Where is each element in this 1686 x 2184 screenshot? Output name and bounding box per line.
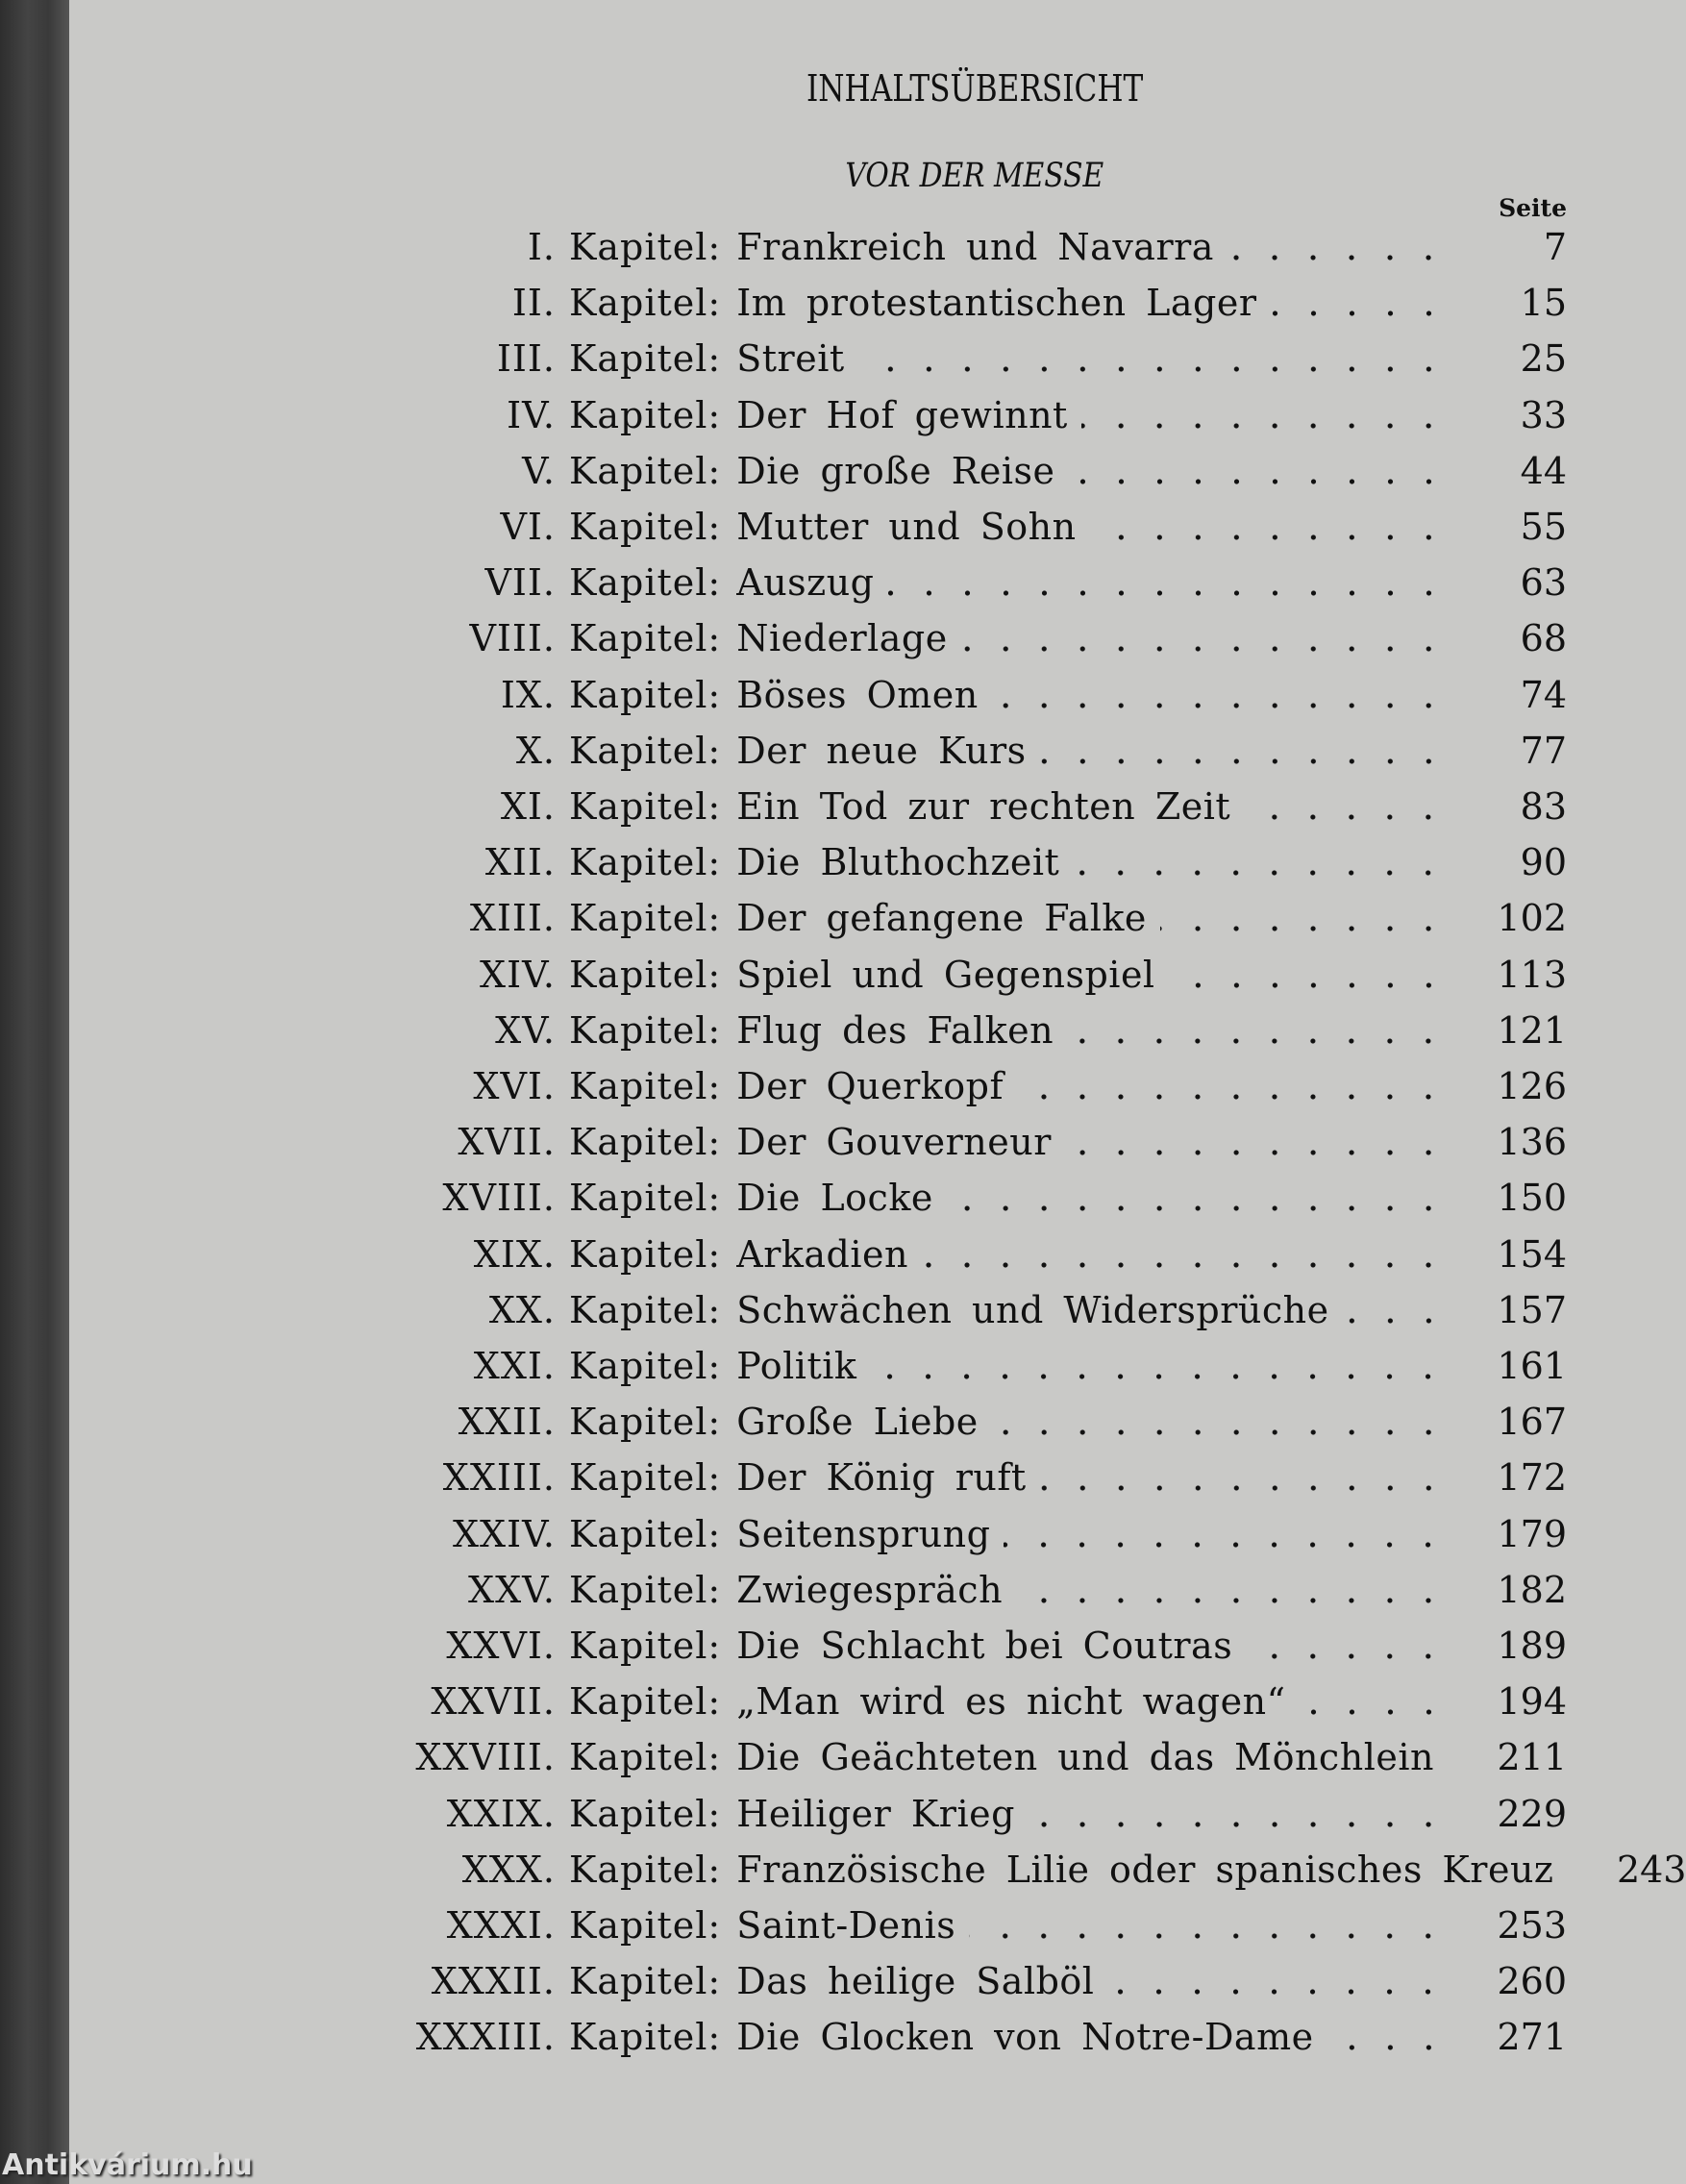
- chapter-number: XVIII.: [442, 1177, 556, 1220]
- chapter-number: XII.: [484, 841, 556, 884]
- chapter-title: Die Schlacht bei Coutras: [736, 1625, 1233, 1667]
- leader-dots: [1017, 1092, 1448, 1102]
- chapter-page: 74: [1520, 673, 1567, 716]
- leader-dots: [1300, 1707, 1449, 1717]
- chapter-number: XXXIII.: [415, 2016, 556, 2059]
- chapter-title: Die Locke: [736, 1177, 933, 1220]
- toc-entry: [0, 890, 1638, 946]
- leader-dots: [888, 588, 1449, 598]
- chapter-label: Kapitel:: [569, 2016, 722, 2059]
- chapter-number: IV.: [507, 393, 556, 436]
- chapter-label: Kapitel:: [569, 226, 722, 268]
- leader-dots: [1090, 533, 1448, 542]
- chapter-label: Kapitel:: [569, 1121, 722, 1164]
- chapter-label: Kapitel:: [569, 1904, 722, 1947]
- chapter-label: Kapitel:: [569, 1568, 722, 1611]
- toc-entry: [0, 1170, 1638, 1226]
- leader-dots: [1040, 757, 1448, 766]
- leader-dots: [1073, 868, 1448, 878]
- toc-entry: [0, 1058, 1638, 1114]
- toc-entry: [0, 1562, 1638, 1618]
- chapter-number: II.: [511, 282, 556, 325]
- chapter-page: 55: [1520, 506, 1567, 548]
- leader-dots: [992, 1427, 1448, 1437]
- chapter-page: 126: [1497, 1065, 1567, 1107]
- toc-entry: [0, 219, 1638, 275]
- chapter-title: Große Liebe: [736, 1401, 979, 1444]
- chapter-number: XI.: [500, 785, 556, 828]
- chapter-label: Kapitel:: [569, 1345, 722, 1387]
- chapter-number: XVI.: [473, 1065, 556, 1107]
- section-title: VOR DER MESSE: [845, 157, 1104, 195]
- toc-entry: [0, 1729, 1638, 1785]
- chapter-number: XXVII.: [431, 1680, 556, 1724]
- chapter-page: 77: [1520, 729, 1567, 772]
- toc-entry: [0, 1114, 1638, 1170]
- chapter-label: Kapitel:: [569, 953, 722, 996]
- toc-entry: [0, 667, 1638, 723]
- chapter-label: Kapitel:: [569, 393, 722, 436]
- chapter-page: 33: [1520, 393, 1567, 436]
- leader-dots: [1169, 980, 1448, 990]
- chapter-title: Seitensprung: [736, 1512, 991, 1555]
- leader-dots: [1107, 1987, 1448, 1997]
- leader-dots: [1244, 812, 1448, 822]
- toc-entry: [0, 1506, 1638, 1562]
- chapter-page: 154: [1497, 1232, 1567, 1276]
- toc-entry: [0, 1618, 1638, 1674]
- chapter-number: XV.: [495, 1008, 556, 1052]
- chapter-number: X.: [515, 729, 556, 772]
- chapter-page: 102: [1497, 897, 1567, 940]
- chapter-number: V.: [522, 449, 556, 492]
- toc-entry: [0, 1786, 1638, 1842]
- leader-dots: [1016, 1596, 1448, 1605]
- leader-dots: [1004, 1540, 1448, 1550]
- chapter-page: 121: [1497, 1008, 1567, 1052]
- chapter-number: XXIX.: [446, 1792, 556, 1835]
- chapter-number: XIV.: [480, 953, 556, 996]
- chapter-number: XXIV.: [453, 1512, 556, 1555]
- chapter-number: XXVIII.: [415, 1736, 556, 1779]
- chapter-number: XX.: [488, 1288, 556, 1331]
- chapter-title: Heiliger Krieg: [736, 1792, 1015, 1835]
- chapter-page: 83: [1520, 785, 1567, 828]
- chapter-title: Im protestantischen Lager: [736, 282, 1257, 325]
- chapter-title: Auszug: [736, 561, 875, 605]
- chapter-label: Kapitel:: [569, 449, 722, 492]
- toc-entry: [0, 723, 1638, 779]
- chapter-label: Kapitel:: [569, 1960, 722, 2003]
- chapter-number: XVII.: [458, 1121, 556, 1164]
- chapter-number: VII.: [484, 561, 556, 605]
- chapter-page: 15: [1520, 282, 1567, 325]
- toc-entry: [0, 1674, 1638, 1729]
- chapter-title: Die Glocken von Notre-Dame: [736, 2016, 1314, 2059]
- chapter-label: Kapitel:: [569, 1625, 722, 1667]
- chapter-label: Kapitel:: [569, 1065, 722, 1107]
- chapter-page: 161: [1497, 1345, 1567, 1387]
- chapter-label: Kapitel:: [569, 1401, 722, 1444]
- watermark: Antikvárium.hu: [2, 2148, 253, 2182]
- leader-dots: [1069, 477, 1449, 486]
- leader-dots: [1067, 1036, 1448, 1046]
- chapter-number: XXI.: [473, 1345, 556, 1387]
- toc-entry: [0, 1953, 1638, 2009]
- chapter-title: Der Querkopf: [736, 1065, 1004, 1107]
- chapter-number: I.: [527, 226, 556, 268]
- chapter-page: 167: [1497, 1401, 1567, 1444]
- chapter-title: Das heilige Salböl: [736, 1960, 1095, 2003]
- toc-entry: [0, 1842, 1686, 1898]
- chapter-page: 253: [1497, 1904, 1567, 1947]
- chapter-title: Die Bluthochzeit: [736, 841, 1060, 884]
- chapter-title: Politik: [736, 1345, 857, 1387]
- chapter-number: XXXII.: [431, 1960, 556, 2003]
- leader-dots: [1227, 253, 1448, 262]
- chapter-title: Der Hof gewinnt: [736, 393, 1068, 436]
- chapter-title: Saint-Denis: [736, 1904, 956, 1947]
- leader-dots: [1343, 1316, 1448, 1326]
- chapter-label: Kapitel:: [569, 617, 722, 660]
- toc-entry: [0, 331, 1638, 386]
- chapter-label: Kapitel:: [569, 282, 722, 325]
- chapter-title: Schwächen und Widersprüche: [736, 1288, 1329, 1331]
- chapter-label: Kapitel:: [569, 673, 722, 716]
- chapter-title: Ein Tod zur rechten Zeit: [736, 785, 1231, 828]
- chapter-number: IX.: [500, 673, 556, 716]
- chapter-number: XXIII.: [442, 1456, 556, 1500]
- chapter-number: XXXI.: [446, 1904, 556, 1947]
- leader-dots: [992, 701, 1448, 710]
- leader-dots: [969, 1931, 1448, 1941]
- chapter-title: Mutter und Sohn: [736, 506, 1077, 548]
- toc-entry: [0, 1003, 1638, 1058]
- chapter-page: 243: [1616, 1848, 1686, 1891]
- chapter-title: Französische Lilie oder spanisches Kreuz: [736, 1848, 1554, 1891]
- chapter-page: 90: [1520, 841, 1567, 884]
- leader-dots: [1246, 1651, 1448, 1661]
- chapter-label: Kapitel:: [569, 1008, 722, 1052]
- toc-entry: [0, 947, 1638, 1003]
- chapter-title: Spiel und Gegenspiel: [736, 953, 1155, 996]
- chapter-page: 136: [1497, 1121, 1567, 1164]
- leader-dots: [1040, 1483, 1448, 1493]
- chapter-title: Der neue Kurs: [736, 729, 1027, 772]
- toc-entry: [0, 387, 1638, 443]
- toc-entry: [0, 1282, 1638, 1338]
- chapter-page: 63: [1520, 561, 1567, 605]
- chapter-title: Der gefangene Falke: [736, 897, 1147, 940]
- chapter-title: Flug des Falken: [736, 1008, 1054, 1052]
- toc-entry: [0, 443, 1638, 499]
- chapter-number: XIII.: [469, 897, 556, 940]
- chapter-title: Frankreich und Navarra: [736, 226, 1214, 268]
- toc-entry: [0, 1394, 1638, 1450]
- leader-dots: [1160, 924, 1448, 933]
- chapter-label: Kapitel:: [569, 337, 722, 381]
- chapter-number: XXV.: [468, 1568, 556, 1611]
- chapter-title: „Man wird es nicht wagen“: [736, 1680, 1286, 1724]
- toc-entry: [0, 1450, 1638, 1505]
- chapter-number: VI.: [500, 506, 556, 548]
- chapter-label: Kapitel:: [569, 785, 722, 828]
- chapter-page: 179: [1497, 1512, 1567, 1555]
- chapter-label: Kapitel:: [569, 1177, 722, 1220]
- chapter-label: Kapitel:: [569, 1848, 722, 1891]
- chapter-page: 194: [1497, 1680, 1567, 1724]
- page-column-label: Seite: [1499, 194, 1567, 222]
- toc-entry: [0, 1227, 1638, 1282]
- leader-dots: [870, 1372, 1448, 1381]
- leader-dots: [1081, 421, 1448, 431]
- toc-entry: [0, 499, 1638, 555]
- chapter-title: Böses Omen: [736, 673, 979, 716]
- chapter-number: XXVI.: [446, 1625, 556, 1667]
- chapter-title: Streit: [736, 337, 845, 381]
- chapter-label: Kapitel:: [569, 1456, 722, 1500]
- chapter-page: 229: [1497, 1792, 1567, 1835]
- toc-entry: [0, 779, 1638, 834]
- chapter-label: Kapitel:: [569, 1680, 722, 1724]
- chapter-number: XXII.: [458, 1401, 556, 1444]
- chapter-page: 150: [1497, 1177, 1567, 1220]
- chapter-number: III.: [496, 337, 556, 381]
- toc-entry: [0, 2009, 1638, 2065]
- chapter-page: 172: [1497, 1456, 1567, 1500]
- chapter-page: 7: [1543, 226, 1567, 268]
- chapter-title: Der König ruft: [736, 1456, 1027, 1500]
- chapter-page: 271: [1497, 2016, 1567, 2059]
- chapter-number: VIII.: [469, 617, 556, 660]
- toc-entry: [0, 555, 1638, 610]
- chapter-page: 68: [1520, 617, 1567, 660]
- chapter-page: 44: [1520, 449, 1567, 492]
- chapter-title: Der Gouverneur: [736, 1121, 1052, 1164]
- chapter-title: Die große Reise: [736, 449, 1055, 492]
- chapter-label: Kapitel:: [569, 506, 722, 548]
- toc-entry: [0, 1338, 1638, 1394]
- toc-entry: [0, 610, 1638, 666]
- leader-dots: [1271, 309, 1449, 318]
- chapter-label: Kapitel:: [569, 1792, 722, 1835]
- page-title: INHALTSÜBERSICHT: [806, 67, 1144, 110]
- chapter-label: Kapitel:: [569, 897, 722, 940]
- leader-dots: [858, 364, 1448, 374]
- chapter-title: Arkadien: [736, 1232, 908, 1276]
- chapter-label: Kapitel:: [569, 1512, 722, 1555]
- chapter-label: Kapitel:: [569, 1736, 722, 1779]
- chapter-label: Kapitel:: [569, 1232, 722, 1276]
- chapter-number: XIX.: [473, 1232, 556, 1276]
- chapter-title: Niederlage: [736, 617, 948, 660]
- chapter-page: 182: [1497, 1568, 1567, 1611]
- leader-dots: [961, 644, 1448, 654]
- leader-dots: [1029, 1820, 1448, 1829]
- chapter-label: Kapitel:: [569, 841, 722, 884]
- chapter-page: 260: [1497, 1960, 1567, 2003]
- toc-entry: [0, 275, 1638, 331]
- chapter-title: Die Geächteten und das Mönchlein: [736, 1736, 1434, 1779]
- chapter-label: Kapitel:: [569, 561, 722, 605]
- leader-dots: [1327, 2043, 1448, 2052]
- chapter-label: Kapitel:: [569, 1288, 722, 1331]
- chapter-page: 25: [1520, 337, 1567, 381]
- leader-dots: [922, 1260, 1448, 1270]
- chapter-page: 113: [1497, 953, 1567, 996]
- chapter-title: Zwiegespräch: [736, 1568, 1004, 1611]
- leader-dots: [1065, 1148, 1448, 1157]
- chapter-number: XXX.: [461, 1848, 556, 1891]
- chapter-label: Kapitel:: [569, 729, 722, 772]
- toc-entry: [0, 834, 1638, 890]
- chapter-page: 211: [1497, 1736, 1567, 1779]
- toc-entry: [0, 1898, 1638, 1953]
- chapter-page: 189: [1497, 1625, 1567, 1667]
- leader-dots: [947, 1204, 1448, 1213]
- chapter-page: 157: [1497, 1288, 1567, 1331]
